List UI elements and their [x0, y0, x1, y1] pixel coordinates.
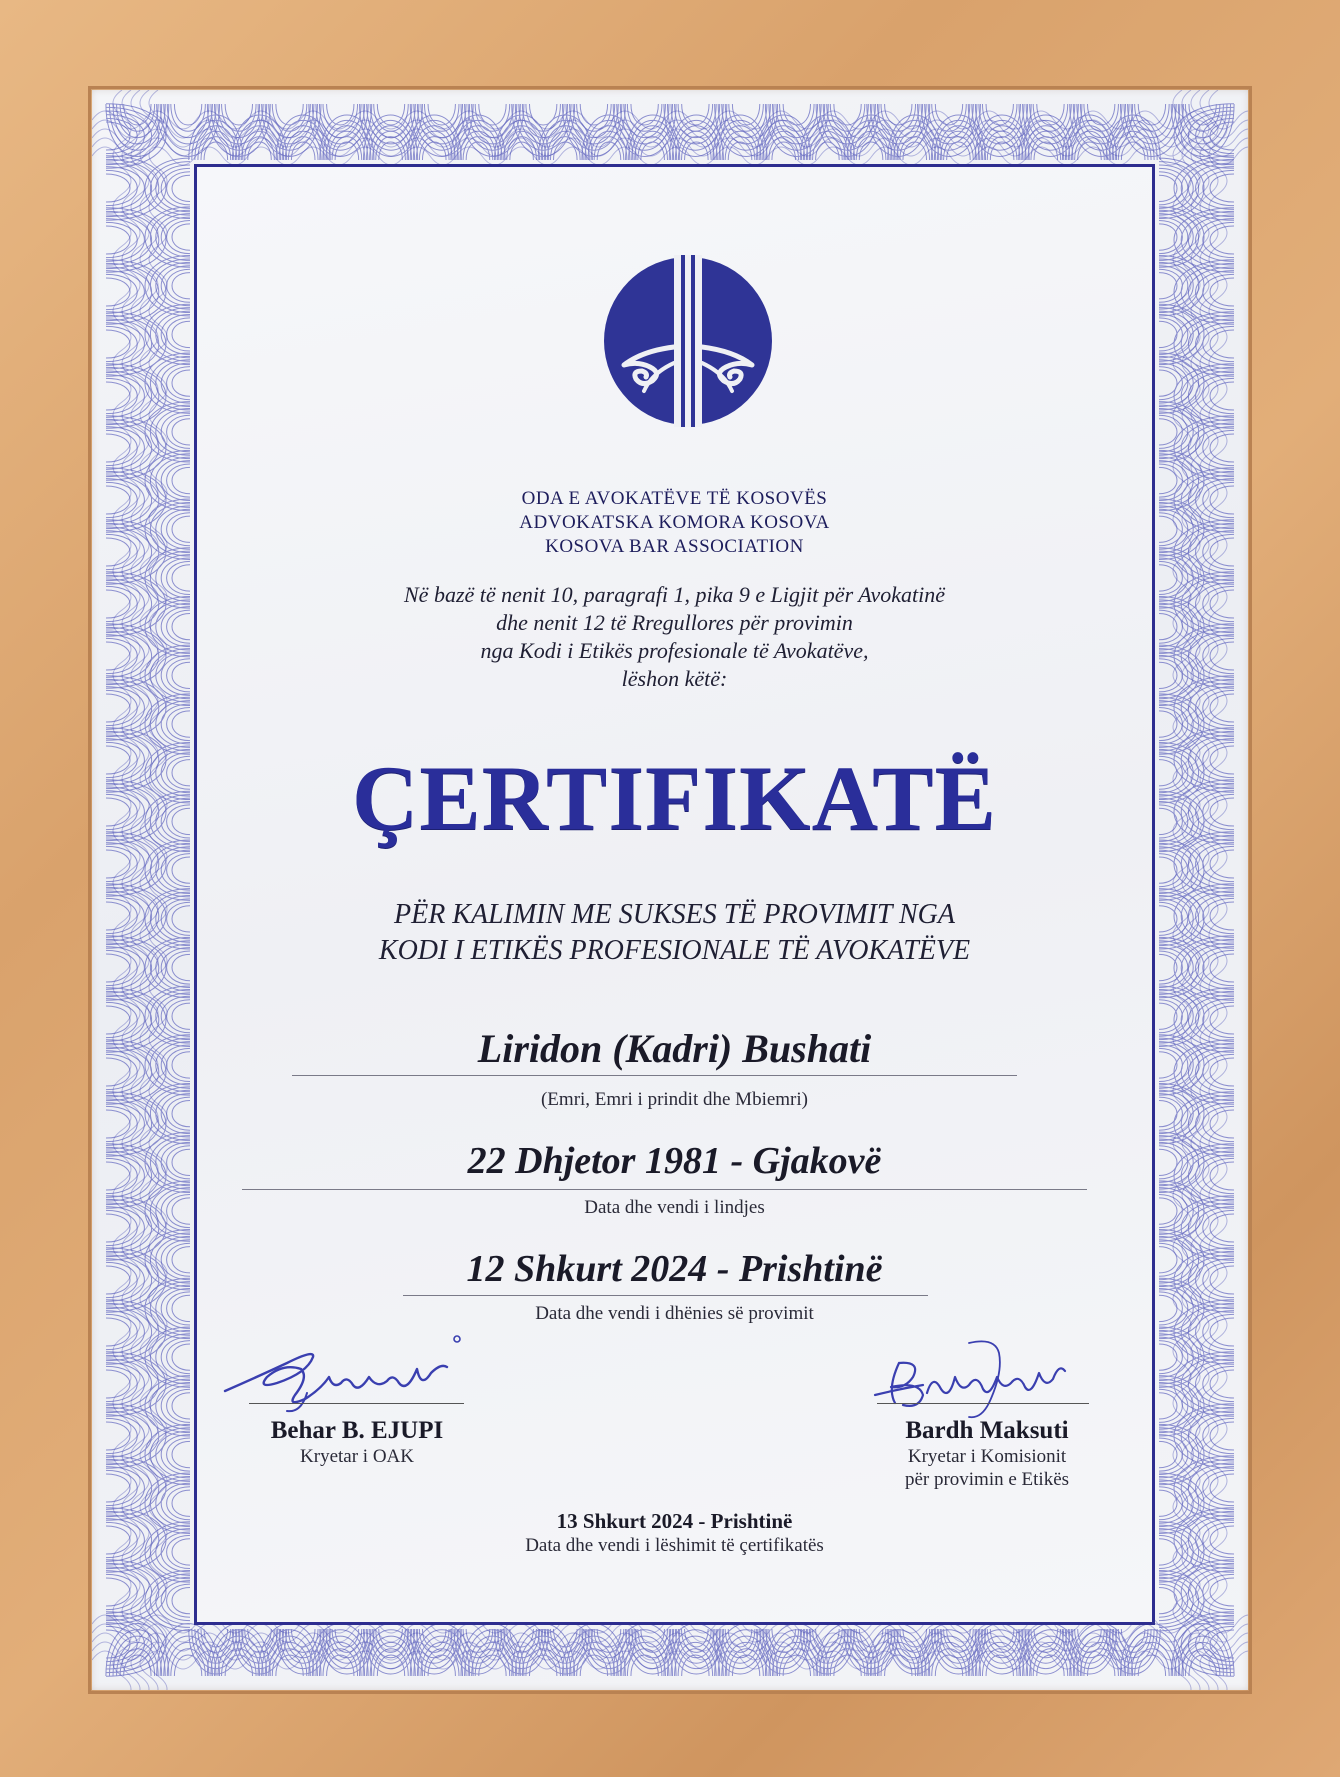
legal-basis-line: dhe nenit 12 të Rregullores për provimin [496, 610, 853, 635]
signatory-right-name: Bardh Maksuti [905, 1417, 1069, 1444]
certificate-title: ÇERTIFIKATË [351, 747, 998, 849]
legal-basis-line: Në bazë të nenit 10, paragrafi 1, pika 9 e Ligjit për Avokatinë [404, 582, 945, 607]
org-name-english: KOSOVA BAR ASSOCIATION [545, 536, 804, 557]
certificate-paper [92, 90, 1248, 1690]
birth-caption: Data dhe vendi i lindjes [584, 1197, 765, 1218]
signatory-left-name: Behar B. EJUPI [270, 1417, 444, 1444]
signature-right-line [877, 1403, 1089, 1404]
bar-association-logo [602, 255, 774, 427]
recipient-caption: (Emri, Emri i prindit dhe Mbiemri) [540, 1089, 808, 1110]
exam-caption: Data dhe vendi i dhënies së provimit [535, 1303, 814, 1324]
recipient-underline [292, 1075, 1017, 1076]
issue-caption: Data dhe vendi i lëshimit të çertifikatës [525, 1535, 824, 1556]
certificate-panel [194, 164, 1155, 1625]
birth-underline [242, 1189, 1087, 1190]
org-name-albanian: ODA E AVOKATËVE TË KOSOVËS [521, 488, 828, 509]
birth-date-place: 22 Dhjetor 1981 - Gjakovë [467, 1140, 882, 1182]
signatory-left [227, 1417, 487, 1468]
signature-right [869, 1333, 1079, 1423]
signatory-right [842, 1417, 1132, 1491]
signature-left [217, 1333, 467, 1417]
recipient-name: Liridon (Kadri) Bushati [477, 1026, 872, 1071]
organization-names [197, 487, 1152, 559]
subtitle-line: PËR KALIMIN ME SUKSES TË PROVIMIT NGA [394, 899, 955, 930]
legal-basis-line: lëshon këtë: [621, 666, 728, 691]
org-name-serbian: ADVOKATSKA KOMORA KOSOVA [519, 512, 830, 533]
certificate-subtitle [197, 897, 1152, 969]
issue-date-place: 13 Shkurt 2024 - Prishtinë [556, 1509, 793, 1533]
signatory-right-role-1: Kryetar i Komisionit [907, 1446, 1067, 1467]
signatory-left-role: Kryetar i OAK [300, 1446, 414, 1467]
legal-basis-line: nga Kodi i Etikës profesionale të Avokatëve, [480, 638, 869, 663]
legal-basis [197, 581, 1152, 693]
exam-date-place: 12 Shkurt 2024 - Prishtinë [466, 1248, 883, 1290]
signatory-right-role-2: për provimin e Etikës [904, 1469, 1070, 1490]
exam-underline [403, 1295, 928, 1296]
subtitle-line: KODI I ETIKËS PROFESIONALE TË AVOKATËVE [378, 935, 971, 966]
signature-left-line [249, 1403, 464, 1404]
